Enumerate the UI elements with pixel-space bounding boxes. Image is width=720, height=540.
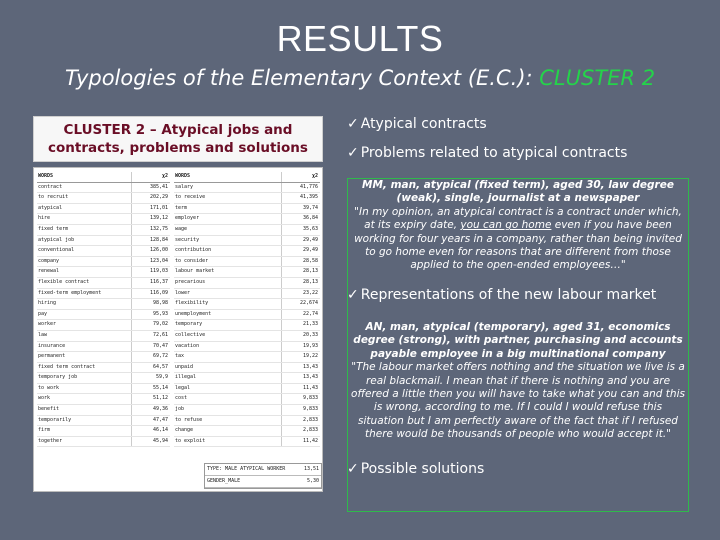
table-row bbox=[37, 204, 170, 215]
table-cell-chi: 19,22 bbox=[302, 353, 318, 360]
table-cell-chi: 22,674 bbox=[299, 300, 318, 307]
table-cell-chi: 11,43 bbox=[302, 384, 318, 391]
table-cell-chi: 55,14 bbox=[152, 384, 168, 391]
table-row bbox=[174, 257, 320, 268]
table-cell-chi: 49,36 bbox=[152, 406, 168, 413]
table-cell-chi: 39,74 bbox=[302, 204, 318, 211]
table-cell-chi: 98,98 bbox=[152, 300, 168, 307]
quote-mm-line-1: "In my opinion, an atypical contract is a contract under which, bbox=[354, 205, 682, 218]
check-icon: ✓ bbox=[347, 145, 359, 161]
table-cell-chi: 171,01 bbox=[149, 204, 168, 211]
table-cell-chi: 385,41 bbox=[149, 183, 168, 190]
words-table-summary bbox=[204, 463, 322, 489]
table-cell-word: labour market bbox=[174, 267, 282, 277]
table-cell-word: renewal bbox=[37, 267, 132, 277]
check-icon: ✓ bbox=[347, 287, 359, 303]
table-row bbox=[174, 204, 320, 215]
table-row bbox=[37, 193, 170, 204]
summary-row bbox=[205, 464, 321, 476]
table-row bbox=[174, 267, 320, 278]
summary-value: 5,30 bbox=[306, 478, 319, 484]
table-cell-chi: 13,43 bbox=[302, 363, 318, 370]
words-table-left-column bbox=[37, 172, 170, 447]
table-row bbox=[174, 405, 320, 416]
table-cell-chi: 29,49 bbox=[302, 247, 318, 254]
table-cell-chi: 45,94 bbox=[152, 437, 168, 444]
table-row bbox=[37, 267, 170, 278]
table-cell-word: fixed term contract bbox=[37, 363, 132, 373]
bullet-possible-solutions: ✓ Possible solutions bbox=[347, 461, 485, 477]
table-cell-chi: 36,84 bbox=[302, 215, 318, 222]
table-cell-word: together bbox=[37, 437, 132, 447]
table-row bbox=[174, 426, 320, 437]
table-row bbox=[37, 352, 170, 363]
table-cell-chi: 23,22 bbox=[302, 289, 318, 296]
table-cell-word: lower bbox=[174, 289, 282, 299]
right-panel bbox=[347, 112, 689, 512]
summary-row bbox=[205, 476, 321, 488]
table-row bbox=[37, 363, 170, 374]
summary-label: TYPE: MALE ATYPICAL WORKER bbox=[207, 466, 286, 472]
table-row bbox=[37, 416, 170, 427]
table-cell-word: insurance bbox=[37, 342, 132, 352]
table-row bbox=[37, 373, 170, 384]
bullet-representations: ✓ Representations of the new labour market bbox=[347, 287, 657, 303]
table-row bbox=[37, 246, 170, 257]
table-cell-word: flexible contract bbox=[37, 278, 132, 288]
table-cell-chi: 116,37 bbox=[149, 278, 168, 285]
table-cell-word: to refuse bbox=[174, 416, 282, 426]
table-cell-chi: 126,00 bbox=[149, 247, 168, 254]
table-row bbox=[174, 331, 320, 342]
table-header-word: WORDS bbox=[37, 172, 132, 182]
table-row bbox=[37, 394, 170, 405]
bullet-atypical-contracts: ✓ Atypical contracts bbox=[347, 116, 487, 132]
table-header-chi: χ2 bbox=[311, 173, 318, 179]
table-cell-chi: 28,13 bbox=[302, 268, 318, 275]
subtitle-prefix: Typologies of the Elementary Context (E.C.): bbox=[64, 66, 540, 90]
table-row bbox=[174, 394, 320, 405]
table-cell-word: temporary bbox=[174, 320, 282, 330]
table-cell-word: temporary job bbox=[37, 373, 132, 383]
quote-an-line-6: there would be thousands of people who would accept it." bbox=[364, 428, 672, 441]
table-cell-word: security bbox=[174, 236, 282, 246]
table-cell-chi: 19,93 bbox=[302, 342, 318, 349]
table-cell-word: unpaid bbox=[174, 363, 282, 373]
table-row bbox=[174, 437, 320, 448]
table-row bbox=[174, 246, 320, 257]
table-cell-word: to work bbox=[37, 384, 132, 394]
quote-an-line-4: is wrong, according to me. If I could I would refuse this bbox=[373, 401, 663, 414]
table-row bbox=[174, 342, 320, 353]
table-cell-word: precarious bbox=[174, 278, 282, 288]
table-cell-chi: 28,58 bbox=[302, 257, 318, 264]
table-row bbox=[37, 437, 170, 448]
table-cell-word: term bbox=[174, 204, 282, 214]
check-icon: ✓ bbox=[347, 461, 359, 477]
table-cell-chi: 41,395 bbox=[299, 194, 318, 201]
table-row bbox=[174, 289, 320, 300]
table-cell-word: benefit bbox=[37, 405, 132, 415]
table-cell-chi: 139,12 bbox=[149, 215, 168, 222]
table-cell-chi: 2,833 bbox=[302, 416, 318, 423]
words-table bbox=[33, 167, 323, 492]
quote-an-line-3: offered a little then you will have to take what you can and this bbox=[351, 388, 685, 401]
table-cell-chi: 72,61 bbox=[152, 331, 168, 338]
table-cell-word: contribution bbox=[174, 246, 282, 256]
table-cell-word: work bbox=[37, 394, 132, 404]
table-cell-word: unemployment bbox=[174, 310, 282, 320]
bullet-problems: ✓ Problems related to atypical contracts bbox=[347, 145, 628, 161]
table-header-row bbox=[37, 172, 170, 183]
table-cell-chi: 9,833 bbox=[302, 406, 318, 413]
table-cell-chi: 21,33 bbox=[302, 321, 318, 328]
table-cell-word: employer bbox=[174, 214, 282, 224]
quote-an-profile-1: AN, man, atypical (temporary), aged 31, economics bbox=[365, 321, 671, 333]
table-cell-word: tax bbox=[174, 352, 282, 362]
table-cell-word: law bbox=[37, 331, 132, 341]
words-table-right-column bbox=[174, 172, 320, 447]
table-cell-chi: 64,57 bbox=[152, 363, 168, 370]
table-cell-chi: 202,29 bbox=[149, 194, 168, 201]
quote-mm-line-5: applied to the open-ended employees…" bbox=[410, 259, 626, 272]
table-cell-word: permanent bbox=[37, 352, 132, 362]
table-cell-word: hire bbox=[37, 214, 132, 224]
table-cell-chi: 79,02 bbox=[152, 321, 168, 328]
cluster-heading-box bbox=[33, 116, 323, 162]
table-row bbox=[37, 405, 170, 416]
table-cell-word: atypical job bbox=[37, 236, 132, 246]
table-row bbox=[174, 416, 320, 427]
table-cell-chi: 123,04 bbox=[149, 257, 168, 264]
quote-an-line-2: real blackmail. I mean that if there is nothing and you are bbox=[365, 374, 671, 387]
table-cell-chi: 95,93 bbox=[152, 310, 168, 317]
quote-mm-line-4: to go home even for reasons that are different from those bbox=[365, 246, 671, 259]
table-cell-chi: 35,63 bbox=[302, 225, 318, 232]
table-cell-chi: 28,13 bbox=[302, 278, 318, 285]
quote-mm-profile-1: MM, man, atypical (fixed term), aged 30, law degree bbox=[362, 179, 674, 191]
table-cell-chi: 51,12 bbox=[152, 395, 168, 402]
table-cell-word: to recruit bbox=[37, 193, 132, 203]
table-row bbox=[174, 193, 320, 204]
table-cell-word: conventional bbox=[37, 246, 132, 256]
check-icon: ✓ bbox=[347, 116, 359, 132]
table-row bbox=[37, 183, 170, 194]
table-row bbox=[37, 257, 170, 268]
cluster-heading-line1: CLUSTER 2 – Atypical jobs and bbox=[63, 122, 293, 138]
table-cell-word: contract bbox=[37, 183, 132, 193]
table-row bbox=[37, 278, 170, 289]
table-cell-chi: 22,74 bbox=[302, 310, 318, 317]
table-row bbox=[37, 320, 170, 331]
quote-mm bbox=[347, 179, 689, 273]
table-cell-word: job bbox=[174, 405, 282, 415]
table-row bbox=[37, 426, 170, 437]
table-cell-word: to consider bbox=[174, 257, 282, 267]
table-cell-word: to exploit bbox=[174, 437, 282, 447]
table-cell-word: vacation bbox=[174, 342, 282, 352]
table-row bbox=[37, 289, 170, 300]
subtitle-accent: CLUSTER 2 bbox=[539, 66, 656, 90]
table-row bbox=[37, 236, 170, 247]
table-cell-word: firm bbox=[37, 426, 132, 436]
table-cell-chi: 9,833 bbox=[302, 395, 318, 402]
table-cell-chi: 132,75 bbox=[149, 225, 168, 232]
table-row bbox=[37, 310, 170, 321]
table-cell-word: cost bbox=[174, 394, 282, 404]
quote-an-line-1: "The labour market offers nothing and the situation we live is a bbox=[351, 361, 685, 374]
table-header-row bbox=[174, 172, 320, 183]
table-header-chi: χ2 bbox=[161, 173, 168, 179]
table-cell-chi: 70,47 bbox=[152, 342, 168, 349]
table-row bbox=[37, 342, 170, 353]
table-row bbox=[174, 363, 320, 374]
table-header-word: WORDS bbox=[174, 172, 282, 182]
table-row bbox=[174, 384, 320, 395]
table-row bbox=[174, 183, 320, 194]
table-cell-chi: 47,47 bbox=[152, 416, 168, 423]
table-row bbox=[174, 214, 320, 225]
table-cell-word: illegal bbox=[174, 373, 282, 383]
table-cell-word: company bbox=[37, 257, 132, 267]
table-cell-chi: 59,9 bbox=[155, 374, 168, 381]
table-cell-word: pay bbox=[37, 310, 132, 320]
table-row bbox=[174, 225, 320, 236]
table-cell-chi: 46,14 bbox=[152, 427, 168, 434]
table-cell-word: collective bbox=[174, 331, 282, 341]
quote-mm-line-3: working for four years in a company, rather than being invited bbox=[354, 232, 682, 245]
table-cell-word: hiring bbox=[37, 299, 132, 309]
table-cell-chi: 116,09 bbox=[149, 289, 168, 296]
summary-value: 13,51 bbox=[303, 466, 319, 472]
slide-subtitle bbox=[0, 66, 720, 90]
table-row bbox=[174, 299, 320, 310]
quote-an-line-5: situation but I am perfectly aware of the fact that if I refused bbox=[358, 414, 678, 427]
table-cell-word: worker bbox=[37, 320, 132, 330]
table-row bbox=[37, 384, 170, 395]
table-cell-chi: 2,833 bbox=[302, 427, 318, 434]
table-cell-chi: 128,84 bbox=[149, 236, 168, 243]
quote-an-profile-2: degree (strong), with partner, purchasing and accounts bbox=[353, 334, 683, 347]
table-cell-chi: 11,42 bbox=[302, 437, 318, 444]
table-cell-word: to receive bbox=[174, 193, 282, 203]
table-row bbox=[174, 320, 320, 331]
table-cell-word: wage bbox=[174, 225, 282, 235]
table-cell-word: flexibility bbox=[174, 299, 282, 309]
quote-mm-line-2: at its expiry date, you can go home even if you have been bbox=[364, 219, 672, 232]
table-cell-chi: 119,03 bbox=[149, 268, 168, 275]
table-cell-word: salary bbox=[174, 183, 282, 193]
table-row bbox=[174, 373, 320, 384]
table-cell-word: legal bbox=[174, 384, 282, 394]
table-row bbox=[37, 225, 170, 236]
table-cell-chi: 29,49 bbox=[302, 236, 318, 243]
table-cell-word: fixed term bbox=[37, 225, 132, 235]
table-row bbox=[37, 214, 170, 225]
table-cell-word: atypical bbox=[37, 204, 132, 214]
quote-an bbox=[347, 321, 689, 442]
table-cell-word: temporarily bbox=[37, 416, 132, 426]
table-cell-word: fixed-term employment bbox=[37, 289, 132, 299]
summary-label: GENDER_MALE bbox=[207, 478, 241, 484]
quote-an-profile-3: payable employee in a big multinational company bbox=[370, 347, 666, 360]
table-row bbox=[174, 310, 320, 321]
table-cell-chi: 69,72 bbox=[152, 353, 168, 360]
slide-title: RESULTS bbox=[276, 18, 444, 59]
table-row bbox=[174, 236, 320, 247]
table-cell-chi: 41,776 bbox=[299, 183, 318, 190]
table-row bbox=[174, 278, 320, 289]
table-cell-chi: 13,43 bbox=[302, 374, 318, 381]
quote-mm-profile-2: (weak), single, journalist at a newspaper bbox=[396, 192, 640, 205]
cluster-heading-line2: contracts, problems and solutions bbox=[48, 140, 308, 156]
table-cell-chi: 20,33 bbox=[302, 331, 318, 338]
table-row bbox=[37, 299, 170, 310]
table-row bbox=[37, 331, 170, 342]
table-cell-word: change bbox=[174, 426, 282, 436]
table-row bbox=[174, 352, 320, 363]
